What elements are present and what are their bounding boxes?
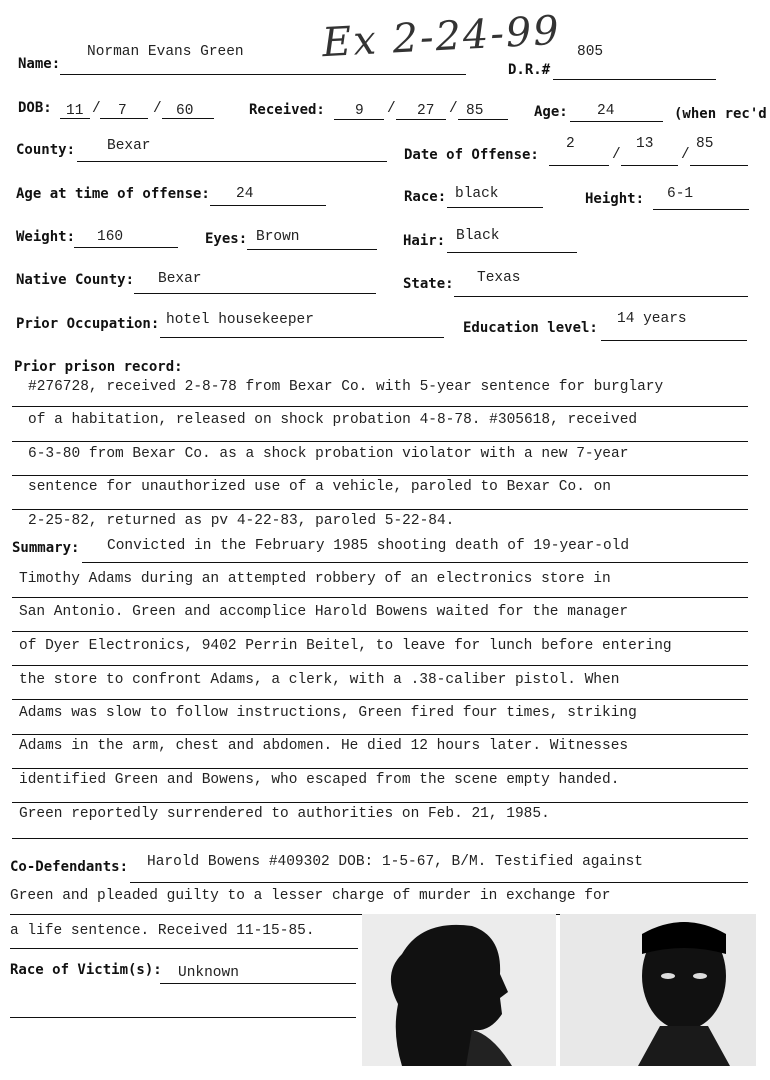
dr-number: 805 xyxy=(577,44,604,60)
hair-label: Hair: xyxy=(403,233,446,249)
received-month: 9 xyxy=(355,103,364,119)
dob-year: 60 xyxy=(176,103,194,119)
native-county-value: Bexar xyxy=(158,271,202,287)
received-label: Received: xyxy=(249,102,325,118)
codefendants-line: a life sentence. Received 11-15-85. xyxy=(10,923,315,939)
state-label: State: xyxy=(403,276,454,292)
offense-date-label: Date of Offense: xyxy=(404,147,539,163)
state-value: Texas xyxy=(477,270,521,286)
eyes-value: Brown xyxy=(256,229,300,245)
victim-race-label: Race of Victim(s): xyxy=(10,962,162,978)
dob-label: DOB: xyxy=(18,100,52,116)
codefendants-label: Co-Defendants: xyxy=(10,859,129,875)
prior-record-label: Prior prison record: xyxy=(14,359,183,375)
age-note: (when rec'd xyxy=(674,106,767,122)
codefendants-line: Green and pleaded guilty to a lesser charge of murder in exchange for xyxy=(10,888,611,904)
received-year: 85 xyxy=(466,103,484,119)
county-value: Bexar xyxy=(107,138,151,154)
age-offense-label: Age at time of offense: xyxy=(16,186,210,202)
summary-label: Summary: xyxy=(12,540,80,556)
county-label: County: xyxy=(16,142,76,158)
age-offense-value: 24 xyxy=(236,186,254,202)
education-label: Education level: xyxy=(463,320,598,336)
weight-value: 160 xyxy=(97,229,124,245)
offense-day: 13 xyxy=(636,136,654,152)
height-label: Height: xyxy=(585,191,645,207)
summary-line: identified Green and Bowens, who escaped from the scene empty handed. xyxy=(19,772,620,788)
summary-line: Green reportedly surrendered to authorities on Feb. 21, 1985. xyxy=(19,806,550,822)
victim-race-value: Unknown xyxy=(178,965,239,981)
offense-month: 2 xyxy=(566,136,575,152)
name-underline xyxy=(60,74,466,75)
summary-line: San Antonio. Green and accomplice Harold Bowens waited for the manager xyxy=(19,604,629,620)
height-value: 6-1 xyxy=(667,186,694,202)
race-value: black xyxy=(455,186,499,202)
summary-line: Timothy Adams during an attempted robbery of an electronics store in xyxy=(19,571,611,587)
race-label: Race: xyxy=(404,189,447,205)
dr-underline xyxy=(553,79,716,80)
handwritten-execution-date: Ex 2-24-99 xyxy=(320,7,562,67)
profile-photo xyxy=(362,914,556,1066)
prior-record-line: of a habitation, released on shock probation 4-8-78. #305618, received xyxy=(28,412,638,428)
education-value: 14 years xyxy=(617,311,687,327)
prior-record-line: sentence for unauthorized use of a vehicle, paroled to Bexar Co. on xyxy=(28,479,611,495)
native-county-label: Native County: xyxy=(16,272,135,288)
weight-label: Weight: xyxy=(16,229,76,245)
summary-line: Adams was slow to follow instructions, Green fired four times, striking xyxy=(19,705,637,721)
occupation-label: Prior Occupation: xyxy=(16,316,160,332)
age-label: Age: xyxy=(534,104,568,120)
prior-record-line: 6-3-80 from Bexar Co. as a shock probation violator with a new 7-year xyxy=(28,446,629,462)
summary-line: the store to confront Adams, a clerk, with a .38-caliber pistol. When xyxy=(19,672,620,688)
prior-record-line: #276728, received 2-8-78 from Bexar Co. with 5-year sentence for burglary xyxy=(28,379,664,395)
age-value: 24 xyxy=(597,103,615,119)
dob-day: 7 xyxy=(118,103,127,119)
name-label: Name: xyxy=(18,56,61,72)
eyes-label: Eyes: xyxy=(205,231,248,247)
summary-line: Adams in the arm, chest and abdomen. He died 12 hours later. Witnesses xyxy=(19,738,629,754)
summary-line: of Dyer Electronics, 9402 Perrin Beitel, to leave for lunch before entering xyxy=(19,638,672,654)
inmate-name: Norman Evans Green xyxy=(87,44,244,60)
hair-value: Black xyxy=(456,228,500,244)
offense-year: 85 xyxy=(696,136,714,152)
received-day: 27 xyxy=(417,103,435,119)
occupation-value: hotel housekeeper xyxy=(166,312,314,328)
front-photo xyxy=(560,914,756,1066)
dob-month: 11 xyxy=(66,103,84,119)
summary-line: Convicted in the February 1985 shooting death of 19-year-old xyxy=(107,538,630,554)
front-photo-icon xyxy=(560,914,756,1066)
codefendants-line: Harold Bowens #409302 DOB: 1-5-67, B/M. Testified against xyxy=(147,854,643,870)
dr-label: D.R.# xyxy=(508,62,551,78)
profile-photo-icon xyxy=(362,914,556,1066)
prior-record-line: 2-25-82, returned as pv 4-22-83, paroled 5-22-84. xyxy=(28,513,455,529)
